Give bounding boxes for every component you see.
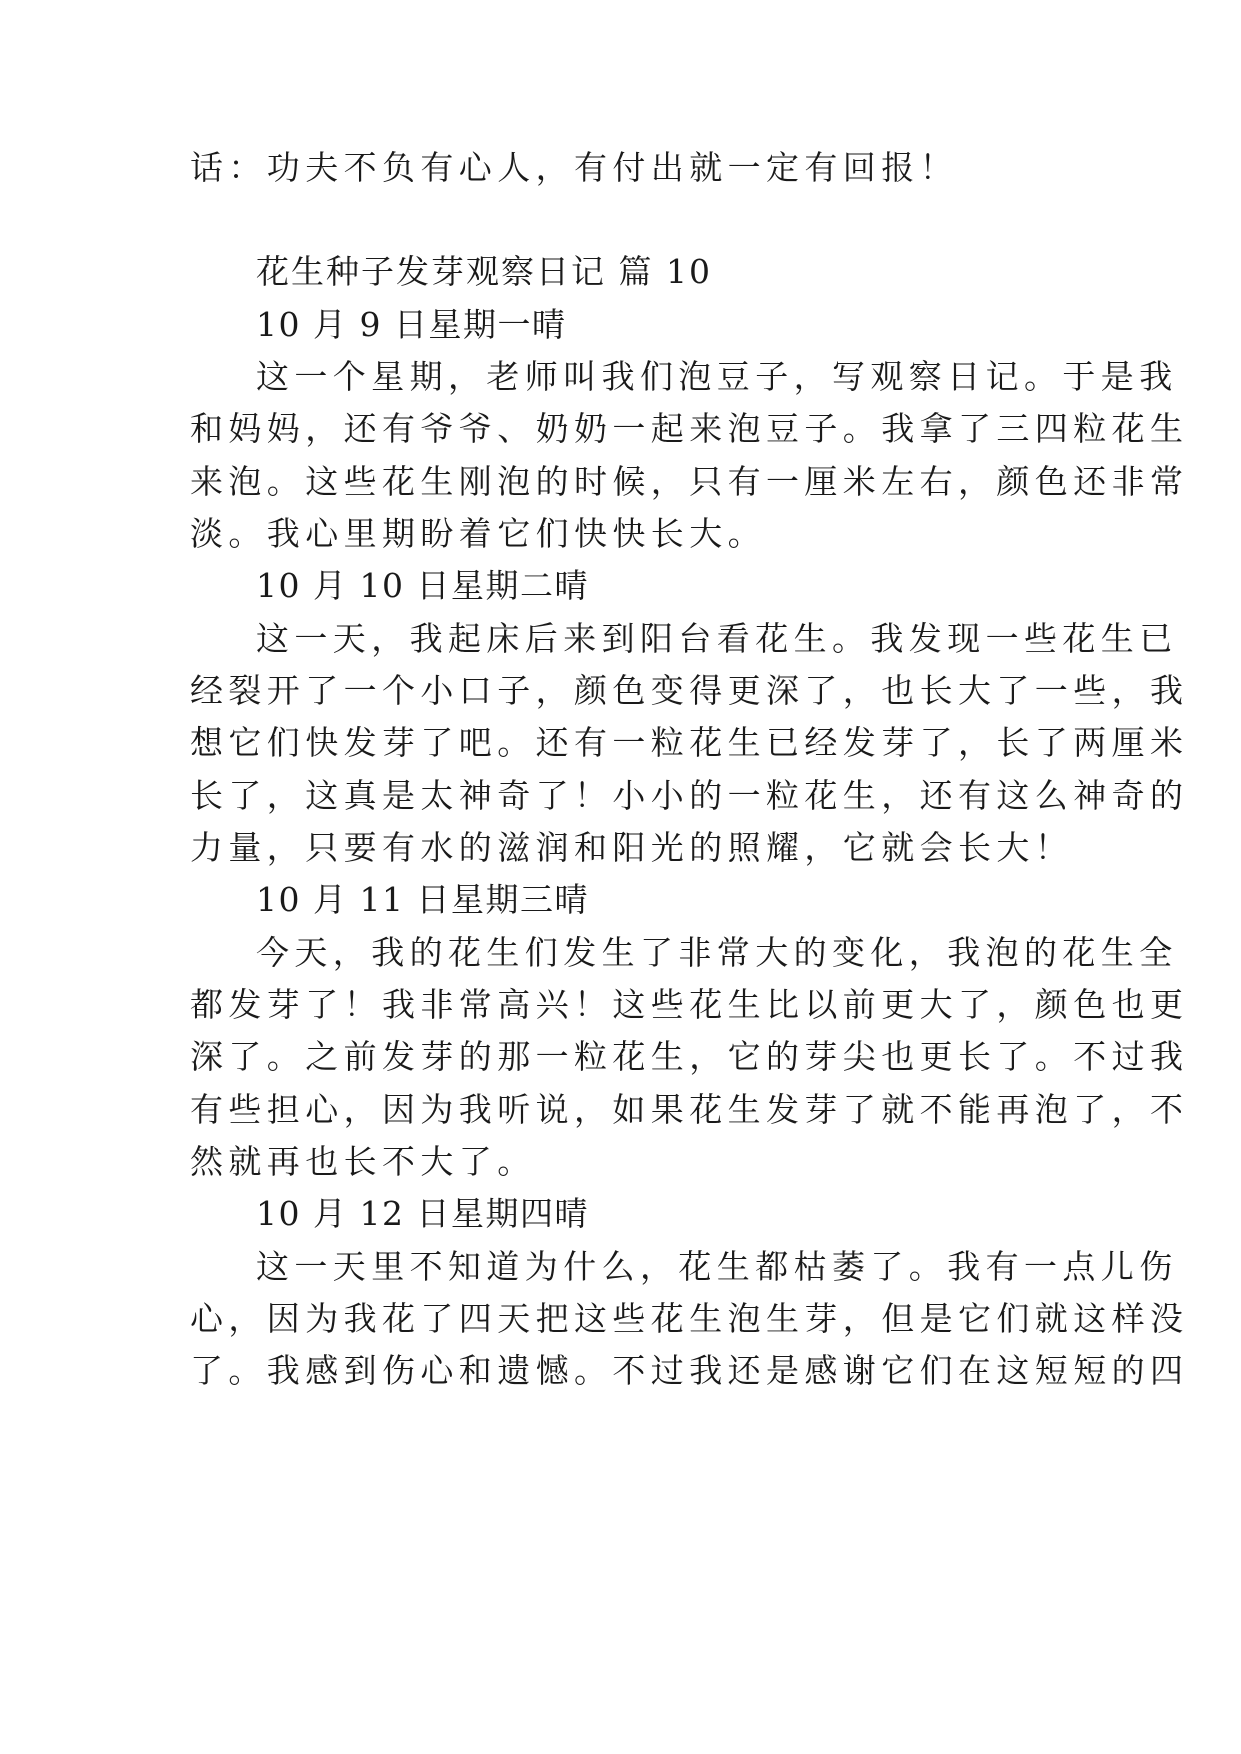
paragraph-line: 力量，只要有水的滋润和阳光的照耀，它就会长大！ [190,828,1074,867]
paragraph-line: 经裂开了一个小口子，颜色变得更深了，也长大了一些，我 [190,671,1189,710]
diary-date: 10 月 12 日星期四晴 [256,1194,589,1233]
article-heading: 花生种子发芽观察日记 篇 10 [256,252,712,291]
closing-line: 话：功夫不负有心人，有付出就一定有回报！ [190,148,958,187]
paragraph-line: 淡。我心里期盼着它们快快长大。 [190,514,766,553]
paragraph-line: 长了，这真是太神奇了！小小的一粒花生，还有这么神奇的 [190,776,1189,815]
paragraph-line: 今天，我的花生们发生了非常大的变化，我泡的花生全 [256,933,1178,972]
paragraph-line: 了。我感到伤心和遗憾。不过我还是感谢它们在这短短的四 [190,1351,1189,1390]
paragraph-line: 来泡。这些花生刚泡的时候，只有一厘米左右，颜色还非常 [190,462,1189,501]
paragraph-line: 和妈妈，还有爷爷、奶奶一起来泡豆子。我拿了三四粒花生 [190,409,1189,448]
diary-date: 10 月 9 日星期一晴 [256,305,567,344]
paragraph-line: 心，因为我花了四天把这些花生泡生芽，但是它们就这样没 [190,1299,1189,1338]
paragraph-line: 这一天里不知道为什么，花生都枯萎了。我有一点儿伤 [256,1247,1178,1286]
paragraph-line: 都发芽了！我非常高兴！这些花生比以前更大了，颜色也更 [190,985,1189,1024]
paragraph-line: 然就再也长不大了。 [190,1142,536,1181]
diary-date: 10 月 11 日星期三晴 [256,880,589,919]
paragraph-line: 有些担心，因为我听说，如果花生发芽了就不能再泡了，不 [190,1090,1189,1129]
paragraph-line: 深了。之前发芽的那一粒花生，它的芽尖也更长了。不过我 [190,1037,1189,1076]
paragraph-line: 这一天，我起床后来到阳台看花生。我发现一些花生已 [256,619,1178,658]
diary-date: 10 月 10 日星期二晴 [256,566,589,605]
paragraph-line: 想它们快发芽了吧。还有一粒花生已经发芽了，长了两厘米 [190,723,1189,762]
paragraph-line: 这一个星期，老师叫我们泡豆子，写观察日记。于是我 [256,357,1178,396]
